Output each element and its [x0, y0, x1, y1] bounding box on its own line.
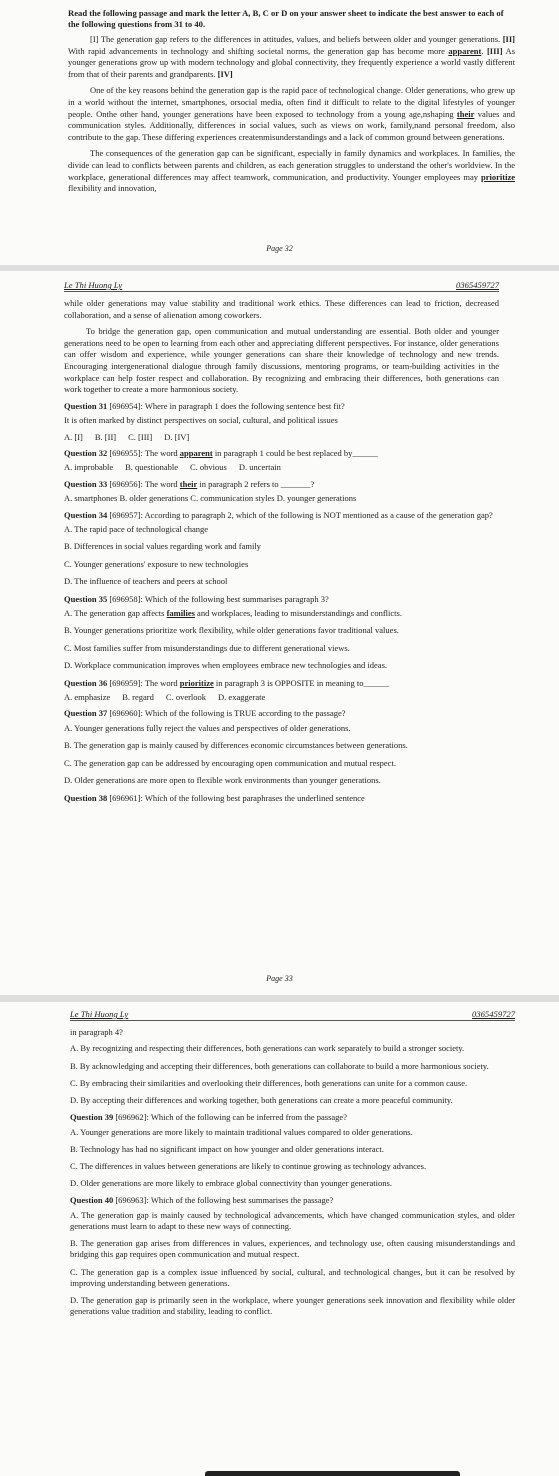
option-d[interactable]: D. By accepting their differences and working together, both generations can create a more peaceful community. — [70, 1095, 453, 1106]
page-number: Page 32 — [266, 244, 293, 253]
option-d[interactable]: D. Older generations are more likely to embrace global connectivity than younger generations. — [70, 1178, 392, 1189]
paragraph-1: [I] The generation gap refers to the differences in attitudes, values, and beliefs between older and younger generations. [II] With rapid advancements in technology and shifting societal norms, the generation gap has become more apparent. [III] As younger generations grow up with modern technology and global connectivity, they frequently experience a world vastly different from that of their parents and grandparents. [IV] — [68, 34, 516, 79]
option-c[interactable]: C. The generation gap can be addressed by encouraging open communication and mutual respect. — [64, 757, 396, 768]
page-header — [64, 279, 499, 292]
question-38: Question 38 [696961]: Which of the following best paraphrases the underlined sentence — [64, 792, 365, 803]
option-d[interactable]: D. The generation gap is primarily seen in the workplace, where younger generations seek innovation and flexibility while older generations value tradition and stability, leading to conflict. — [70, 1295, 515, 1317]
option-d[interactable]: D. [IV] — [164, 431, 190, 442]
option-b[interactable]: B. [II] — [94, 431, 117, 442]
option-c[interactable]: C. By embracing their similarities and overlooking their differences, both generations can unite for a common cause. — [70, 1077, 468, 1088]
option-c[interactable]: C. The generation gap is a complex issue influenced by social, cultural, and technological changes, but it can be resolved by improving understanding between generations. — [70, 1266, 515, 1288]
option-a[interactable]: A. improbable — [64, 462, 114, 473]
option-a[interactable]: A. By recognizing and respecting their differences, both generations can work separately to build a stronger society. — [70, 1043, 465, 1054]
page-32 — [0, 0, 559, 265]
option-b[interactable]: B. Differences in social values regarding work and family — [64, 541, 261, 552]
option-b[interactable]: B. The generation gap is mainly caused by differences economic circumstances between generations. — [64, 740, 408, 751]
option-b[interactable]: B. Technology has had no significant impact on how younger and older generations interact. — [70, 1143, 384, 1154]
option-c[interactable]: C. The differences in values between generations are likely to continue growing as technology advances. — [70, 1161, 427, 1172]
q31-sentence: It is often marked by distinct perspectives on social, cultural, and political issues — [64, 415, 338, 426]
option-b[interactable]: B. regard — [122, 692, 154, 703]
q36-options — [64, 692, 499, 703]
question-35: Question 35 [696958]: Which of the following best summarises paragraph 3? — [64, 593, 329, 604]
option-b[interactable]: B. Younger generations prioritize work flexibility, while older generations favor traditional values. — [64, 625, 399, 636]
question-36: Question 36 [696959]: The word prioritize in paragraph 3 is OPPOSITE in meaning to______ — [64, 677, 389, 688]
option-d[interactable]: D. exaggerate — [218, 692, 266, 703]
q32-options — [64, 462, 499, 473]
option-d[interactable]: D. The influence of teachers and peers at school — [64, 576, 228, 587]
option-a[interactable]: A. The generation gap is mainly caused by technological advancements, which have changed communication styles, and older generations must learn to adapt to these new ways of connecting. — [70, 1209, 515, 1232]
q31-options — [64, 432, 499, 443]
option-c[interactable]: C. [III] — [128, 431, 153, 442]
paragraph-3: The consequences of the generation gap can be significant, especially in family dynamics and workplaces. In families, the divide can lead to conflicts between parents and children, as each generation struggles to understand the other's worldview. In the workplace, generational differences may affect teamwork, communication, and productivity. Younger employees may prioritize flexibility and innovation, — [68, 148, 515, 194]
keyword-prioritize: prioritize — [481, 171, 515, 182]
phone-number: 0365459727 — [472, 1009, 515, 1019]
option-a[interactable]: A. The generation gap affects families and workplaces, leading to misunderstandings and conflicts. — [64, 608, 402, 619]
option-a[interactable]: A. [I] — [64, 431, 83, 442]
keyword-apparent: apparent — [448, 45, 482, 56]
option-b[interactable]: B. The generation gap arises from differences in values, experiences, and technology use, often causing misunderstandings and bridging this gap requires open communication and mutual respect. — [70, 1238, 515, 1260]
home-indicator — [205, 1471, 460, 1476]
option-c[interactable]: C. obvious — [190, 462, 227, 473]
option-a[interactable]: A. emphasize — [64, 692, 111, 703]
question-40: Question 40 [696963]: Which of the following best summarises the passage? — [70, 1195, 334, 1206]
page-number: Page 33 — [266, 974, 293, 983]
author-name: Le Thi Huong Ly — [64, 280, 123, 290]
option-b[interactable]: B. questionable — [125, 462, 178, 473]
page-header — [70, 1008, 515, 1021]
paragraph-4: To bridge the generation gap, open communication and mutual understanding are essential. Both older and younger generations need to be open to learning from each other and appreciating different perspectives. For instance, older generations can offer wisdom and experience, while younger generations can share their knowledge of technology and new trends. Encouraging intergenerational dialogue through family discussions, mentoring programs, or team-building activities in the workplace can help foster respect and collaboration. By recognizing and embracing their differences, both generations can work together to create a more harmonious society. — [64, 326, 499, 395]
q38-continued: in paragraph 4? — [70, 1027, 123, 1037]
option-a[interactable]: A. Younger generations are more likely to maintain traditional values compared to older generations. — [70, 1126, 413, 1137]
paragraph-3-cont: while older generations may value stability and traditional work ethics. These differences can lead to friction, decreased collaboration, and a sense of alienation among coworkers. — [64, 298, 499, 320]
instruction: Read the following passage and mark the letter A, B, C or D on your answer sheet to indicate the best answer to each of the following questions from 31 to 40. — [68, 8, 504, 29]
option-c[interactable]: C. Younger generations' exposure to new technologies — [64, 558, 249, 569]
question-31: Question 31 [696954]: Where in paragraph 1 does the following sentence best fit? — [64, 400, 345, 411]
question-33: Question 33 [696956]: The word their in paragraph 2 refers to _______? — [64, 478, 315, 489]
question-39: Question 39 [696962]: Which of the following can be inferred from the passage? — [70, 1112, 347, 1123]
author-name: Le Thi Huong Ly — [70, 1009, 129, 1019]
option-a[interactable]: A. Younger generations fully reject the values and perspectives of older generations. — [64, 722, 351, 733]
option-d[interactable]: D. uncertain — [238, 462, 281, 473]
option-c[interactable]: C. Most families suffer from misunderstandings due to different generational views. — [64, 642, 350, 653]
page-34 — [0, 1002, 559, 1476]
question-37: Question 37 [696960]: Which of the following is TRUE according to the passage? — [64, 708, 346, 719]
keyword-their: their — [456, 108, 475, 119]
paragraph-2: One of the key reasons behind the generation gap is the rapid pace of technological change. Older generations, who grew up in a world without the internet, smartphones, orsocial media, often find it difficult to relate to the digital lifestyles of younger people. Onthe other hand, younger generations have been exposed to technology from a young age,nshaping their values and communication styles. Additionally, differences in social values, such as views on work, family,nand personal freedom, also contribute to the gap. These differing experiences createnmisunderstandings and a lack of common ground between generations. — [68, 85, 515, 142]
question-34: Question 34 [696957]: According to paragraph 2, which of the following is NOT mentioned as a cause of the generation gap? — [64, 509, 493, 520]
question-32: Question 32 [696955]: The word apparent in paragraph 1 could be best replaced by______ — [64, 447, 378, 458]
option-b[interactable]: B. By acknowledging and accepting their differences, both generations can collaborate to build a more harmonious society. — [70, 1060, 489, 1071]
option-d[interactable]: D. Workplace communication improves when employees embrace new technologies and ideas. — [64, 660, 387, 671]
option-c[interactable]: C. overlook — [165, 692, 207, 703]
page-33 — [0, 271, 559, 995]
option-d[interactable]: D. Older generations are more open to flexible work environments than younger generations. — [64, 775, 381, 786]
phone-number: 0365459727 — [456, 280, 499, 290]
q33-options[interactable]: A. smartphones B. older generations C. communication styles D. younger generations — [64, 493, 357, 504]
option-a[interactable]: A. The rapid pace of technological change — [64, 524, 209, 534]
